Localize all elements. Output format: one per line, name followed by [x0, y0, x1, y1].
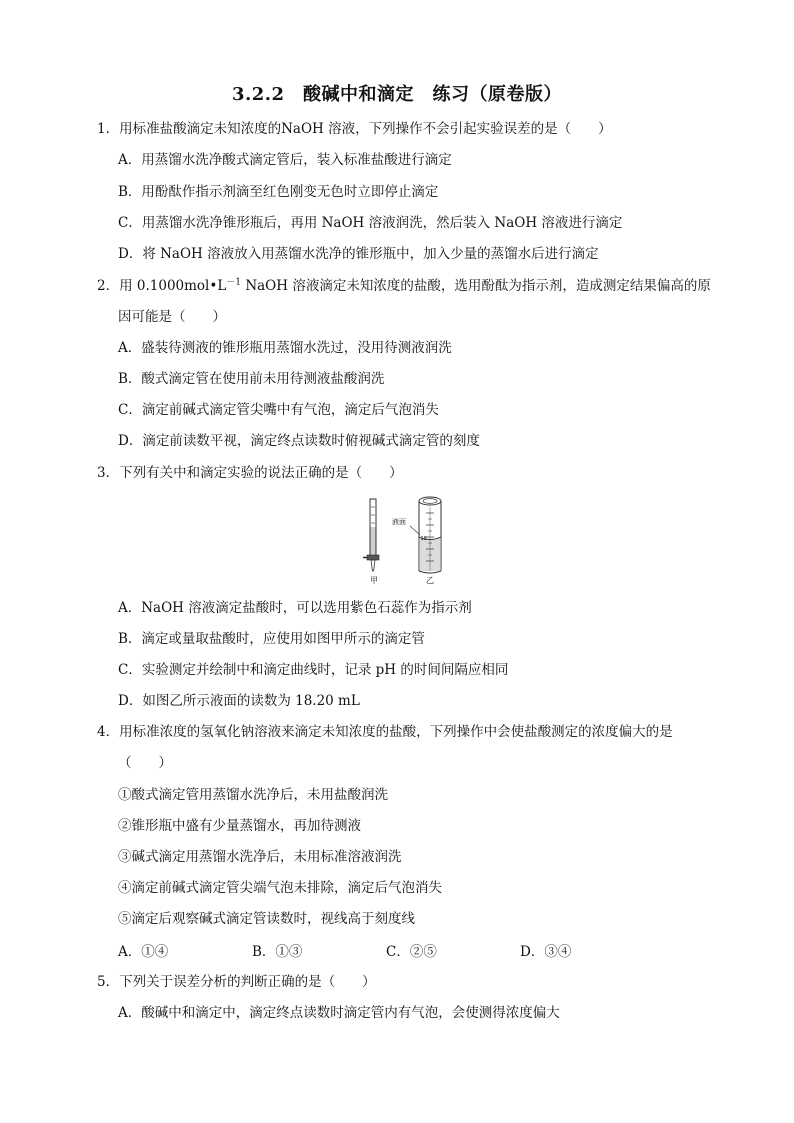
question-2-stem-continued: 因可能是（ ） [118, 309, 226, 325]
question-4-stem: 4．用标准浓度的氢氧化钠溶液来滴定未知浓度的盐酸，下列操作中会使盐酸测定的浓度偏大的是 [97, 724, 673, 740]
question-2-stem-post: NaOH 溶液滴定未知浓度的盐酸，选用酚酞为指示剂，造成测定结果偏高的原 [241, 278, 711, 294]
question-2-stem-pre: 2．用 0.1000mol•L [97, 278, 227, 294]
question-4-option-b: B．①③ [252, 944, 303, 960]
burette-yi-section [410, 497, 441, 573]
question-4-item-3: ③碱式滴定用蒸馏水洗净后，未用标准溶液润洗 [118, 849, 402, 865]
question-2-option-a: A．盛装待测液的锥形瓶用蒸馏水洗过，没用待测液润洗 [118, 340, 452, 356]
question-3-option-a: A．NaOH 溶液滴定盐酸时，可以选用紫色石蕊作为指示剂 [118, 600, 472, 616]
question-4-option-c: C．②⑤ [386, 944, 437, 960]
figure-label-jia: 甲 [370, 576, 378, 585]
page-title: 3.2.2 酸碱中和滴定 练习（原卷版） [231, 84, 563, 105]
question-2-option-d: D．滴定前读数平视，滴定终点读数时俯视碱式滴定管的刻度 [118, 433, 480, 449]
question-2-option-b: B．酸式滴定管在使用前未用待测液盐酸润洗 [118, 371, 385, 387]
question-4-stem-continued: （ ） [118, 755, 172, 771]
question-5-option-a: A．酸碱中和滴定中，滴定终点读数时滴定管内有气泡，会使测得浓度偏大 [118, 1005, 560, 1021]
question-4-item-5: ⑤滴定后观察碱式滴定管读数时，视线高于刻度线 [118, 911, 415, 927]
question-5-stem: 5．下列关于误差分析的判断正确的是（ ） [97, 974, 376, 990]
question-4-option-a: A．①④ [118, 944, 169, 960]
question-1-option-a: A．用蒸馏水洗净酸式滴定管后，装入标准盐酸进行滴定 [118, 152, 452, 168]
figure-label-liquid-level: 液面 [392, 518, 406, 526]
question-1-stem: 1．用标准盐酸滴定未知浓度的NaOH 溶液，下列操作不会引起实验误差的是（ ） [97, 121, 612, 137]
question-4-option-d: D．③④ [520, 944, 572, 960]
question-2-stem-superscript: －1 [226, 277, 242, 288]
question-4-item-2: ②锥形瓶中盛有少量蒸馏水，再加待测液 [118, 818, 361, 834]
figure-label-yi: 乙 [426, 576, 434, 585]
question-4-options [118, 940, 678, 958]
question-1-option-b: B．用酚酞作指示剂滴至红色刚变无色时立即停止滴定 [118, 184, 439, 200]
question-4-item-4: ④滴定前碱式滴定管尖端气泡未排除，滴定后气泡消失 [118, 880, 442, 896]
question-3-stem: 3．下列有关中和滴定实验的说法正确的是（ ） [97, 465, 403, 481]
burette-figure-svg [355, 493, 460, 585]
question-4-item-1: ①酸式滴定管用蒸馏水洗净后，未用盐酸润洗 [118, 787, 388, 803]
burette-jia [363, 499, 379, 571]
question-2-option-c: C．滴定前碱式滴定管尖嘴中有气泡，滴定后气泡消失 [118, 402, 439, 418]
question-3-option-d: D．如图乙所示液面的读数为 18.20 mL [118, 693, 360, 709]
question-3-option-b: B．滴定或量取盐酸时，应使用如图甲所示的滴定管 [118, 631, 425, 647]
burette-figure [355, 493, 460, 585]
question-1-option-d: D．将 NaOH 溶液放入用蒸馏水洗净的锥形瓶中，加入少量的蒸馏水后进行滴定 [118, 246, 599, 262]
question-2-stem [97, 277, 711, 295]
question-1-option-c: C．用蒸馏水洗净锥形瓶后，再用 NaOH 溶液润洗，然后装入 NaOH 溶液进行滴定 [118, 215, 623, 231]
question-3-option-c: C．实验测定并绘制中和滴定曲线时，记录 pH 的时间间隔应相同 [118, 662, 509, 678]
figure-label-18: 18 [420, 536, 427, 542]
